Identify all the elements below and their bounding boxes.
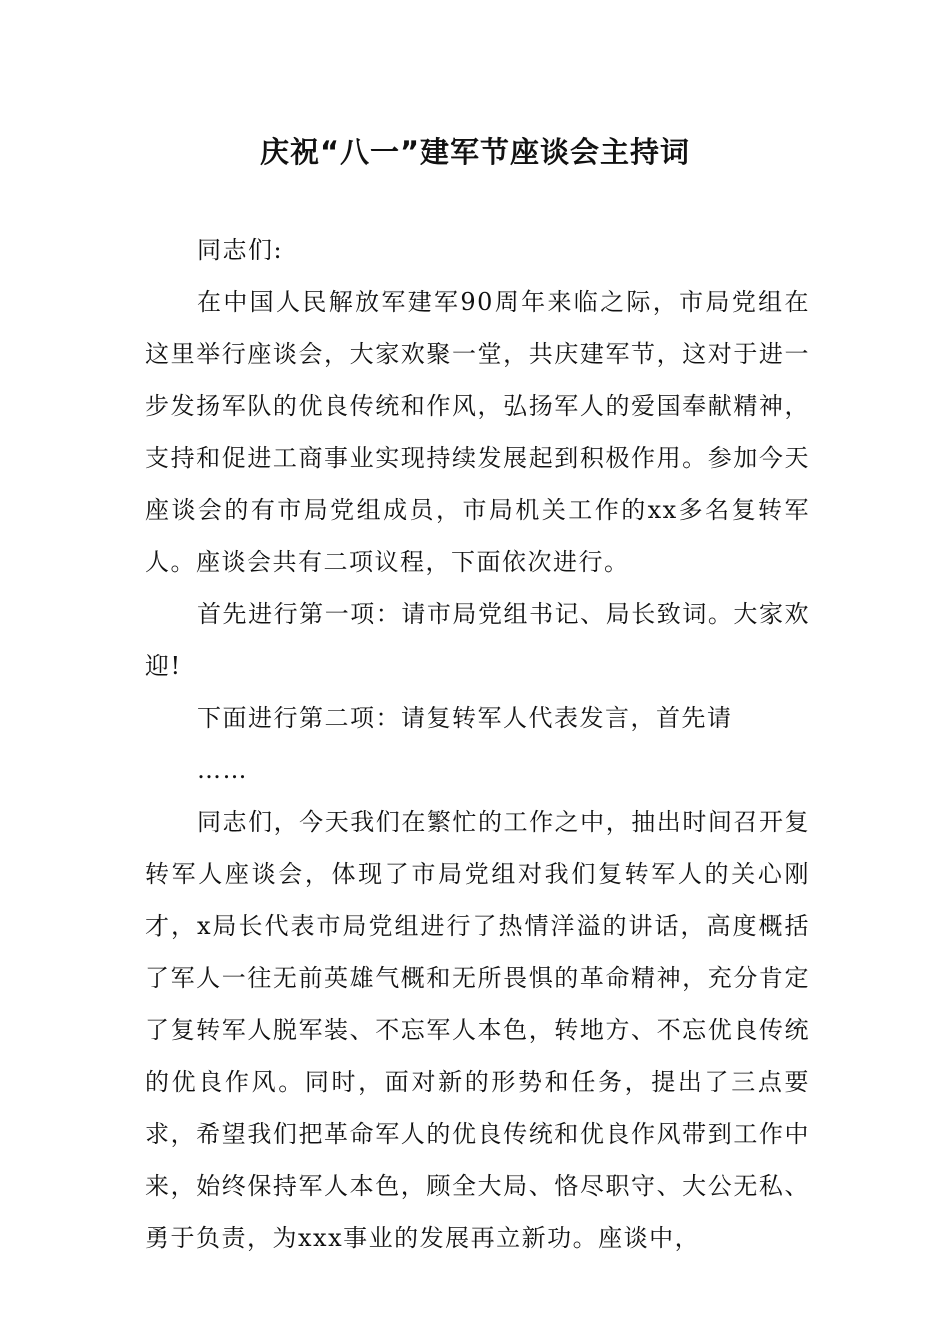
ellipsis-paragraph: …… xyxy=(197,756,248,784)
agenda-item-2-paragraph: 下面进行第二项：请复转军人代表发言，首先请 xyxy=(197,704,733,732)
agenda-item-1-paragraph: 首先进行第一项：请市局党组书记、局长致词。大家欢迎! xyxy=(145,600,810,680)
document-body xyxy=(145,224,810,1264)
salutation-paragraph: 同志们: xyxy=(197,236,284,264)
opening-paragraph: 在中国人民解放军建军90周年来临之际，市局党组在这里举行座谈会，大家欢聚一堂，共庆建军节，这对于进一步发扬军队的优良传统和作风，弘扬军人的爱国奉献精神，支持和促进工商事业实现持续发展起到积极作用。参加今天座谈会的有市局党组成员，市局机关工作的xx多名复转军人。座谈会共有二项议程，下面依次进行。 xyxy=(145,288,810,576)
closing-paragraph: 同志们，今天我们在繁忙的工作之中，抽出时间召开复转军人座谈会，体现了市局党组对我们复转军人的关心刚才，x局长代表市局党组进行了热情洋溢的讲话，高度概括了军人一往无前英雄气概和无所畏惧的革命精神，充分肯定了复转军人脱军装、不忘军人本色，转地方、不忘优良传统的优良作风。同时，面对新的形势和任务，提出了三点要求，希望我们把革命军人的优良传统和优良作风带到工作中来，始终保持军人本色，顾全大局、恪尽职守、大公无私、勇于负责，为xxx事业的发展再立新功。座谈中， xyxy=(145,808,810,1252)
document-title: 庆祝“八一”建军节座谈会主持词 xyxy=(259,135,691,169)
